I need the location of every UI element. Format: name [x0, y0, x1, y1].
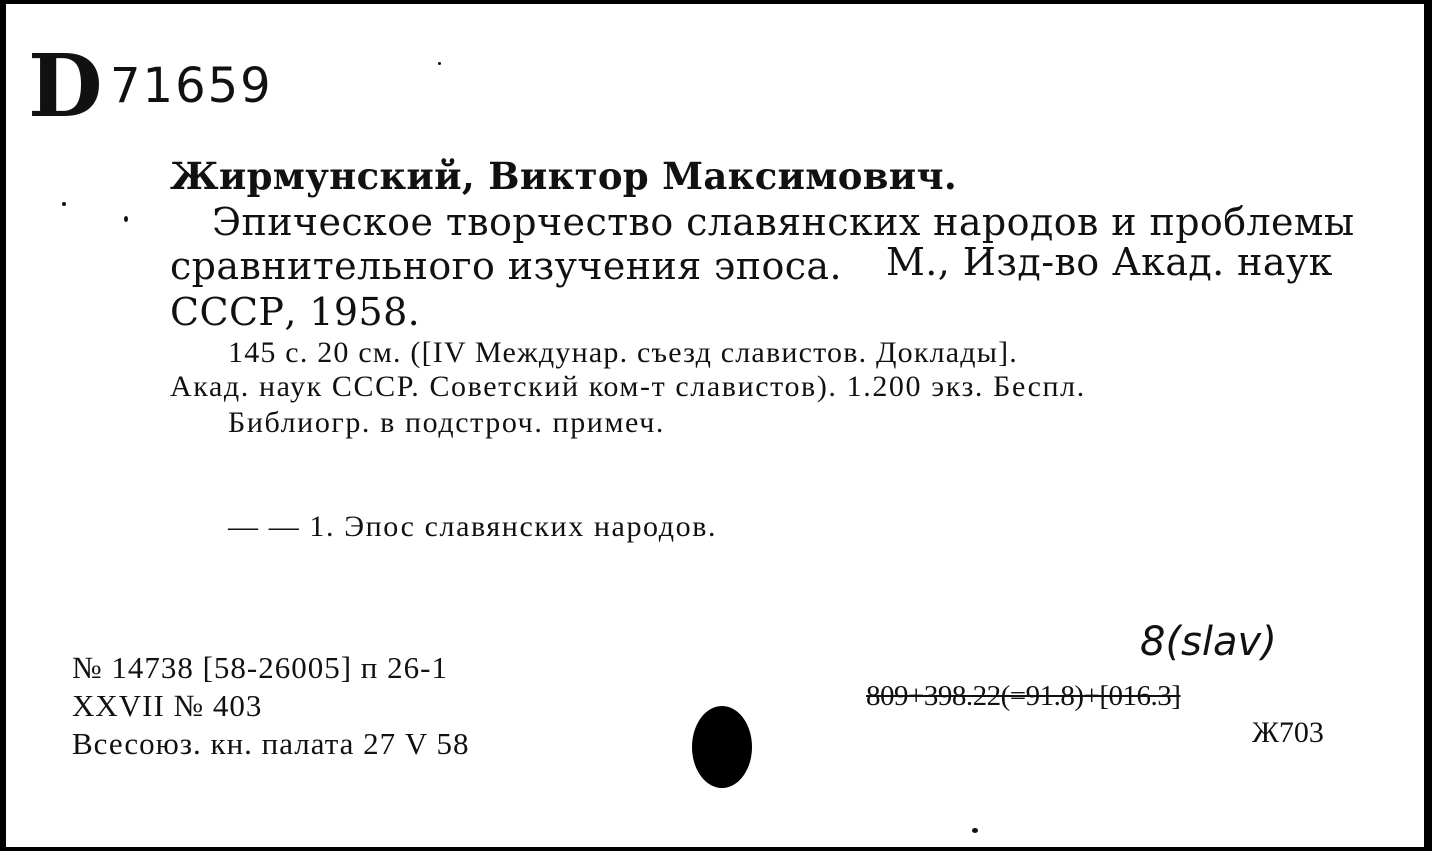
registration-line-3: Всесоюз. кн. палата 27 V 58	[72, 726, 470, 761]
title-line-1: Эпическое творчество славянских народов и проблемы	[212, 200, 1355, 244]
struck-classification: 809+398.22(=91.8)+[016.3]	[866, 680, 1181, 712]
call-letter-stamp: D	[28, 36, 101, 137]
collation-line-1: 145 с. 20 см. ([IV Междунар. съезд славистов. Доклады].	[228, 336, 1018, 369]
ink-speck	[438, 62, 441, 65]
handwritten-classification: 8(slav)	[1140, 619, 1277, 665]
registration-line-2: XXVII № 403	[72, 688, 263, 723]
registration-line-1: № 14738 [58-26005] п 26-1	[72, 650, 448, 685]
punch-hole	[692, 706, 752, 788]
catalog-card	[6, 4, 1424, 847]
title-line-2: сравнительного изучения эпоса.	[170, 244, 842, 288]
collation-line-2: Акад. наук СССР. Советский ком-т славистов). 1.200 экз. Беспл.	[170, 370, 1086, 403]
title-line-3: СССР, 1958.	[170, 290, 421, 334]
publisher-line: М., Изд-во Акад. наук	[886, 240, 1333, 284]
collation-line-3: Библиогр. в подстроч. примеч.	[228, 406, 666, 439]
ink-speck	[124, 216, 128, 222]
ink-speck	[62, 202, 66, 206]
ink-speck	[972, 828, 978, 833]
handwritten-call-number: 71659	[110, 58, 273, 114]
classification-code: Ж703	[1252, 716, 1324, 749]
subject-heading: — — 1. Эпос славянских народов.	[228, 510, 718, 543]
author-heading: Жирмунский, Виктор Максимович.	[170, 154, 958, 198]
